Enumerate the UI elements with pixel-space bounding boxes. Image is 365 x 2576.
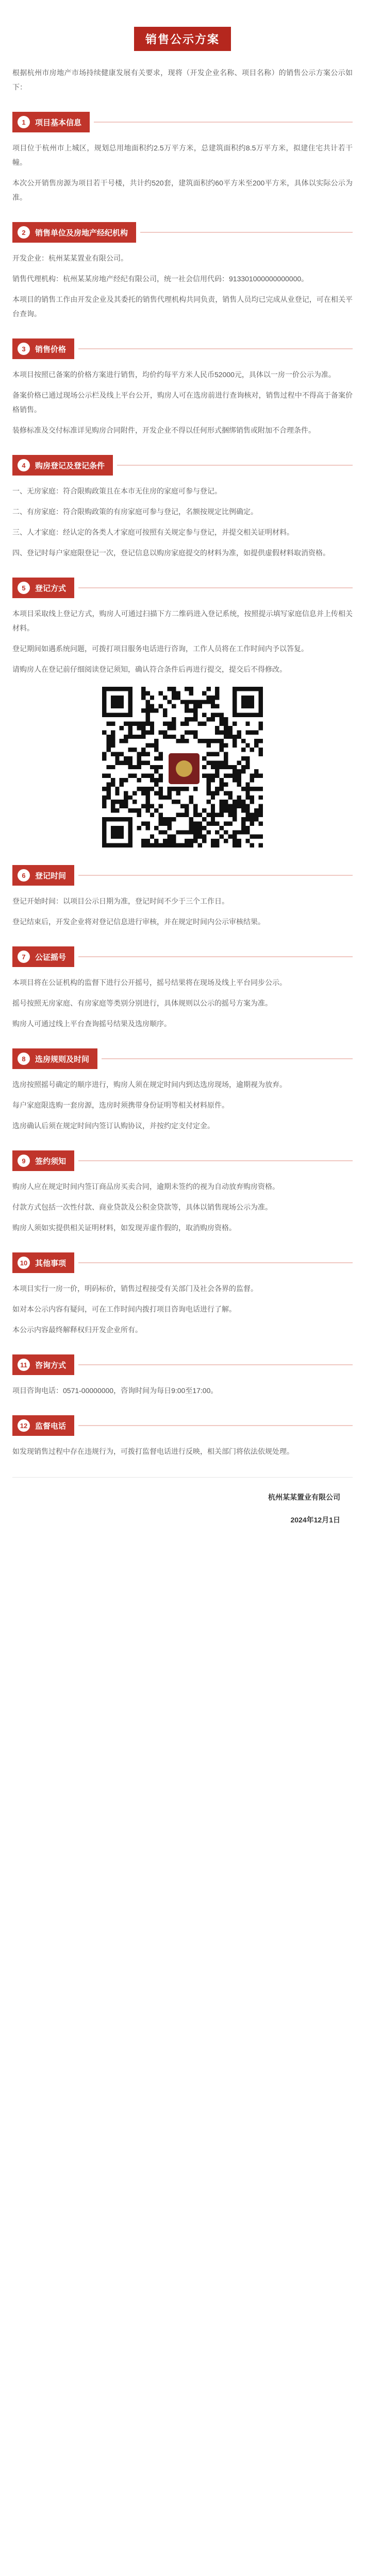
- section-number-badge: 2: [18, 226, 30, 239]
- section-heading: 登记方式: [35, 584, 67, 593]
- section-divider-line: [102, 1058, 353, 1059]
- qr-code[interactable]: [102, 687, 263, 848]
- section-heading: 销售价格: [35, 345, 67, 354]
- section-paragraph: 购房人应在规定时间内签订商品房买卖合同，逾期未签约的视为自动放弃购房资格。: [12, 1182, 279, 1191]
- section-paragraph: 销售代理机构：杭州某某房地产经纪有限公司，统一社会信用代码：913301000000000000。: [12, 275, 309, 283]
- section-paragraph: 项目位于杭州市上城区，规划总用地面积约2.5万平方米，总建筑面积约8.5万平方米，拟建住宅共计若干幢。: [12, 144, 353, 166]
- section-paragraph: 摇号按照无房家庭、有房家庭等类别分别进行，具体规则以公示的摇号方案为准。: [12, 999, 272, 1007]
- section-paragraph: 本项目按照已备案的价格方案进行销售，均价约每平方米人民币52000元，具体以一房一价公示为准。: [12, 370, 336, 379]
- section-paragraph: 选房确认后须在规定时间内签订认购协议，并按约定支付定金。: [12, 1122, 214, 1130]
- section-header: [12, 946, 353, 967]
- section-paragraph: 如对本公示内容有疑问，可在工作时间内拨打项目咨询电话进行了解。: [12, 1305, 236, 1313]
- section-header: [12, 1048, 353, 1069]
- section-number-badge: 6: [18, 869, 30, 882]
- section-divider-line: [94, 122, 353, 123]
- section-paragraph: 三、人才家庭：经认定的各类人才家庭可按照有关规定参与登记，并提交相关证明材料。: [12, 528, 294, 536]
- section-header: [12, 338, 353, 359]
- section-paragraph: 每户家庭限选购一套房源，选房时须携带身份证明等相关材料原件。: [12, 1101, 229, 1109]
- page-title: 销售公示方案: [134, 27, 231, 51]
- qr-logo-icon: [167, 752, 201, 786]
- section-number-badge: 10: [18, 1257, 30, 1269]
- section-number-badge: 3: [18, 343, 30, 355]
- content: [0, 65, 365, 1527]
- section-number-badge: 5: [18, 582, 30, 594]
- section-paragraph: 登记结束后，开发企业将对登记信息进行审核，并在规定时间内公示审核结果。: [12, 918, 265, 926]
- section-divider-line: [78, 587, 353, 588]
- section-paragraph: 本项目将在公证机构的监督下进行公开摇号，摇号结果将在现场及线上平台同步公示。: [12, 978, 287, 987]
- section-heading: 项目基本信息: [35, 118, 82, 127]
- footer: [12, 1490, 353, 1527]
- section-bar: [12, 222, 136, 243]
- section-divider-line: [117, 465, 353, 466]
- section-bar: [12, 1048, 97, 1069]
- section-divider-line: [78, 875, 353, 876]
- section-number-badge: 1: [18, 116, 30, 128]
- section-paragraph: 选房按照摇号确定的顺序进行，购房人须在规定时间内到达选房现场，逾期视为放弃。: [12, 1080, 287, 1089]
- section-paragraph: 本项目采取线上登记方式，购房人可通过扫描下方二维码进入登记系统，按照提示填写家庭信息并上传相关材料。: [12, 609, 353, 632]
- section-number-badge: 7: [18, 951, 30, 963]
- section-header: [12, 1415, 353, 1436]
- section-header: [12, 1354, 353, 1375]
- section-paragraph: 本项目的销售工作由开发企业及其委托的销售代理机构共同负责，销售人员均已完成从业登记，可在相关平台查询。: [12, 295, 353, 318]
- section-bar: [12, 338, 74, 359]
- section-number-badge: 8: [18, 1053, 30, 1065]
- section-paragraph: 二、有房家庭：符合限购政策的有房家庭可参与登记，名额按规定比例确定。: [12, 507, 258, 516]
- section-heading: 销售单位及房地产经纪机构: [35, 228, 128, 238]
- section-heading: 其他事项: [35, 1259, 67, 1268]
- section-divider-line: [78, 1364, 353, 1365]
- section-divider-line: [140, 232, 353, 233]
- section-heading: 选房规则及时间: [35, 1055, 90, 1064]
- section-bar: [12, 865, 74, 886]
- footer-date: 2024年12月1日: [290, 1516, 340, 1524]
- section-divider-line: [78, 348, 353, 349]
- section-divider-line: [78, 1262, 353, 1263]
- section-paragraph: 购房人须如实提供相关证明材料，如发现弄虚作假的，取消购房资格。: [12, 1224, 236, 1232]
- section-paragraph: 请购房人在登记前仔细阅读登记须知，确认符合条件后再进行提交，提交后不得修改。: [12, 665, 287, 673]
- section-heading: 监督电话: [35, 1421, 67, 1431]
- intro-text: 根据杭州市房地产市场持续健康发展有关要求，现将（开发企业名称、项目名称）的销售公示方案公示如下：: [12, 69, 353, 91]
- section-bar: [12, 1415, 74, 1436]
- section-bar: [12, 1354, 74, 1375]
- section-number-badge: 4: [18, 459, 30, 471]
- section-number-badge: 11: [18, 1359, 30, 1371]
- section-heading: 咨询方式: [35, 1361, 67, 1370]
- section-header: [12, 578, 353, 598]
- section-bar: [12, 946, 74, 967]
- section-divider-line: [78, 1425, 353, 1426]
- section-header: [12, 1150, 353, 1171]
- qr-box: [12, 687, 353, 848]
- section-number-badge: 9: [18, 1155, 30, 1167]
- section-paragraph: 本项目实行一房一价，明码标价，销售过程接受有关部门及社会各界的监督。: [12, 1284, 258, 1293]
- section-paragraph: 备案价格已通过现场公示栏及线上平台公开，购房人可在选房前进行查询核对，销售过程中不得高于备案价格销售。: [12, 391, 353, 414]
- section-header: [12, 112, 353, 132]
- section-number-badge: 12: [18, 1419, 30, 1432]
- section-paragraph: 四、登记时每户家庭限登记一次，登记信息以购房家庭提交的材料为准，如提供虚假材料取消资格。: [12, 549, 330, 557]
- section-heading: 公证摇号: [35, 953, 67, 962]
- section-bar: [12, 578, 74, 598]
- footer-divider: [12, 1477, 353, 1478]
- section-bar: [12, 112, 90, 132]
- section-paragraph: 开发企业：杭州某某置业有限公司。: [12, 254, 128, 262]
- section-header: [12, 222, 353, 243]
- section-paragraph: 购房人可通过线上平台查询摇号结果及选房顺序。: [12, 1020, 171, 1028]
- section-bar: [12, 1150, 74, 1171]
- section-bar: [12, 1252, 74, 1273]
- section-paragraph: 登记期间如遇系统问题，可拨打项目服务电话进行咨询，工作人员将在工作时间内予以答复。: [12, 645, 308, 653]
- section-header: [12, 1252, 353, 1273]
- section-bar: [12, 455, 113, 476]
- section-heading: 购房登记及登记条件: [35, 461, 105, 470]
- sections: [12, 112, 353, 1527]
- section-heading: 登记时间: [35, 871, 67, 880]
- section-paragraph: 如发现销售过程中存在违规行为，可拨打监督电话进行反映，相关部门将依法依规处理。: [12, 1447, 294, 1455]
- section-paragraph: 本公示内容最终解释权归开发企业所有。: [12, 1326, 142, 1334]
- section-header: [12, 455, 353, 476]
- section-paragraph: 付款方式包括一次性付款、商业贷款及公积金贷款等，具体以销售现场公示为准。: [12, 1203, 272, 1211]
- section-divider-line: [78, 1160, 353, 1161]
- section-paragraph: 本次公开销售房源为项目若干号楼，共计约520套，建筑面积约60平方米至200平方米，具体以实际公示为准。: [12, 179, 353, 201]
- section-paragraph: 登记开始时间：以项目公示日期为准，登记时间不少于三个工作日。: [12, 897, 229, 905]
- section-heading: 签约须知: [35, 1157, 67, 1166]
- title-wrap: [0, 0, 365, 51]
- section-paragraph: 一、无房家庭：符合限购政策且在本市无住房的家庭可参与登记。: [12, 487, 222, 495]
- section-paragraph: 装修标准及交付标准详见购房合同附件，开发企业不得以任何形式捆绑销售或附加不合理条件。: [12, 426, 316, 434]
- footer-company: 杭州某某置业有限公司: [268, 1493, 340, 1501]
- section-header: [12, 865, 353, 886]
- section-paragraph: 项目咨询电话：0571-00000000，咨询时间为每日9:00至17:00。: [12, 1386, 218, 1395]
- section-divider-line: [78, 956, 353, 957]
